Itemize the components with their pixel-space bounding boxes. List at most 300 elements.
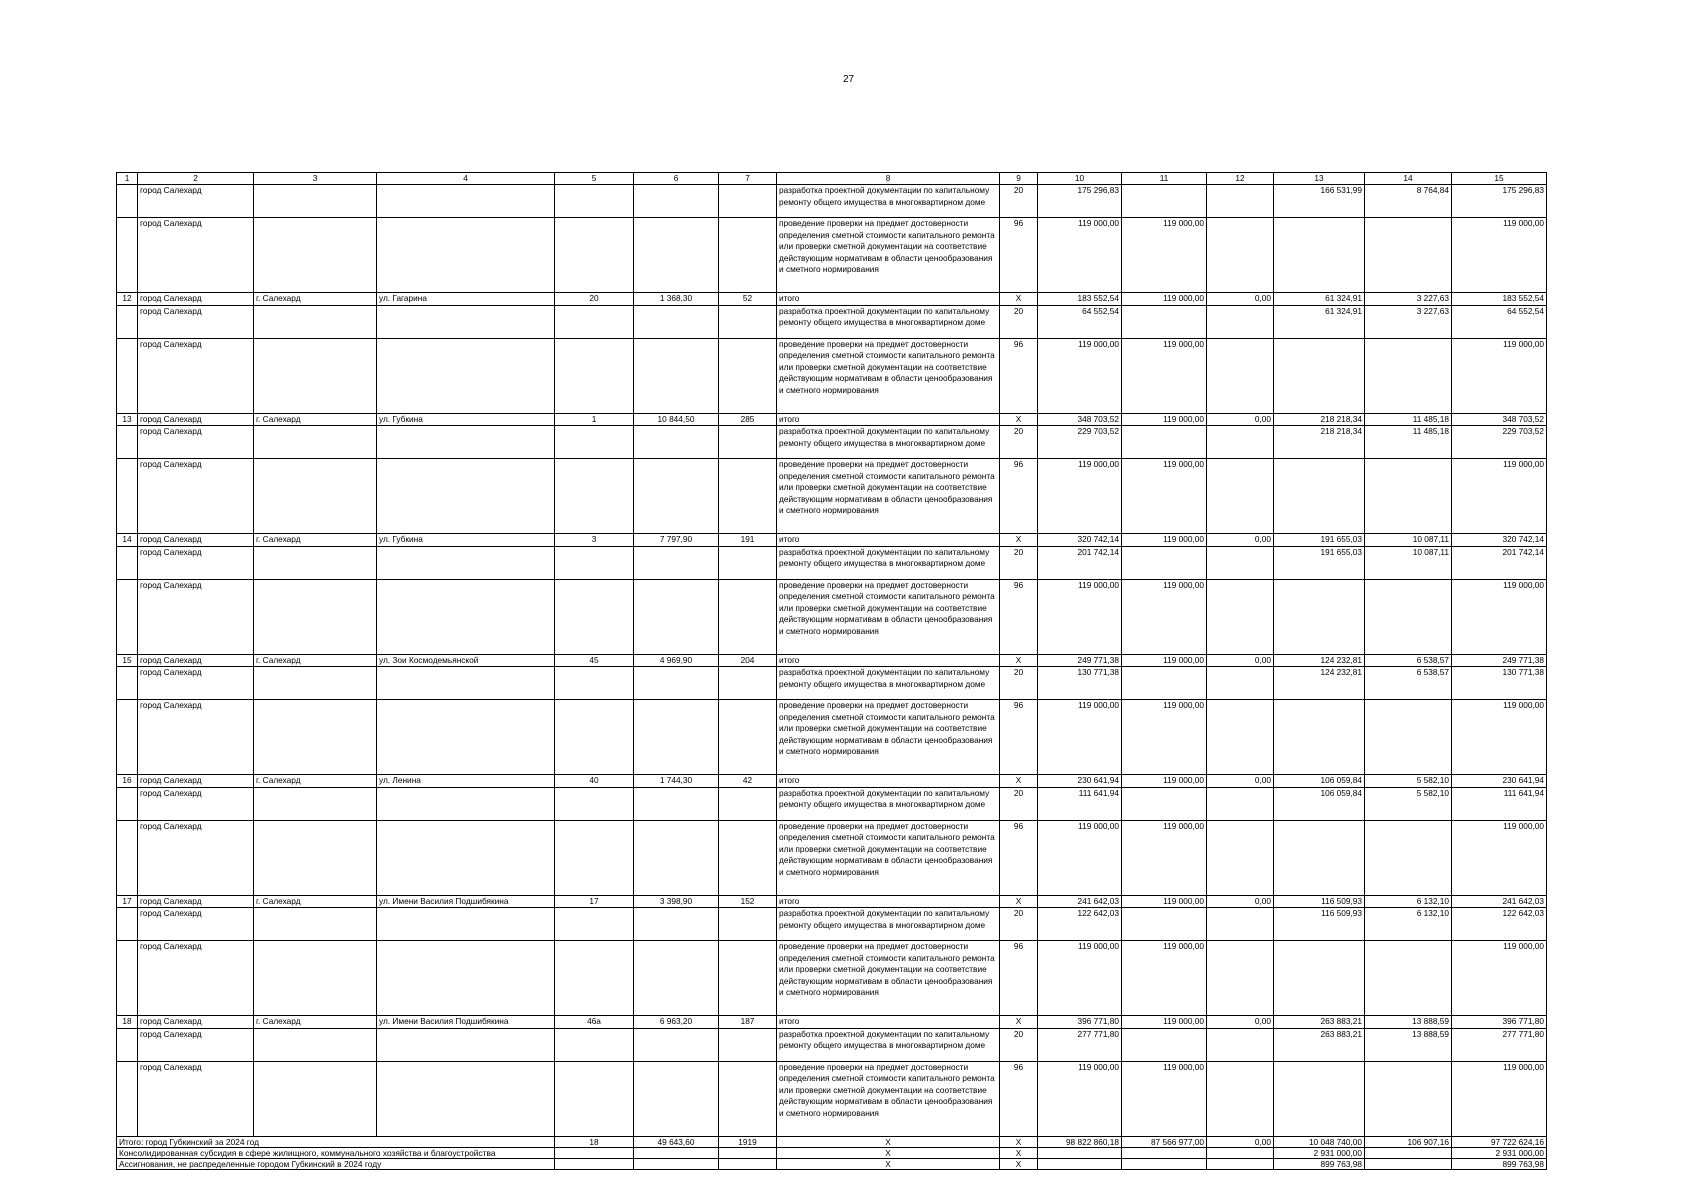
table-cell	[254, 941, 377, 1016]
column-number: 4	[377, 173, 555, 185]
table-cell: город Салехард	[138, 787, 254, 820]
table-cell: 6 132,10	[1365, 908, 1452, 941]
table-cell	[1207, 1061, 1274, 1136]
table-cell: 6 538,57	[1365, 654, 1452, 667]
table-cell	[555, 338, 634, 413]
table-cell: г. Салехард	[254, 413, 377, 426]
table-cell	[634, 1028, 719, 1061]
table-cell: г. Салехард	[254, 293, 377, 306]
table-cell	[1207, 579, 1274, 654]
table-cell: 119 000,00	[1038, 218, 1122, 293]
table-cell: 249 771,38	[1038, 654, 1122, 667]
column-number: 14	[1365, 173, 1452, 185]
table-cell	[254, 459, 377, 534]
table-cell	[1122, 546, 1207, 579]
table-cell: 8 764,84	[1365, 185, 1452, 218]
table-cell	[1274, 820, 1365, 895]
table-cell: город Салехард	[138, 654, 254, 667]
table-cell	[634, 941, 719, 1016]
table-cell	[117, 1061, 138, 1136]
table-cell: город Салехард	[138, 579, 254, 654]
summary-cell: 49 643,60	[634, 1136, 719, 1147]
table-cell: 0,00	[1207, 1016, 1274, 1029]
table-cell: 119 000,00	[1122, 820, 1207, 895]
table-cell	[117, 185, 138, 218]
table-cell: город Салехард	[138, 895, 254, 908]
table-cell: 183 552,54	[1452, 293, 1547, 306]
table-row	[117, 1016, 1547, 1029]
summary-cell: 18	[555, 1136, 634, 1147]
table-cell: разработка проектной документации по капитальному ремонту общего имущества в многоквартирном доме	[777, 908, 1000, 941]
table-cell: 11 485,18	[1365, 426, 1452, 459]
table-cell: 46а	[555, 1016, 634, 1029]
table-cell	[117, 820, 138, 895]
table-cell: город Салехард	[138, 908, 254, 941]
table-cell: 3	[555, 534, 634, 547]
table-cell: 119 000,00	[1452, 579, 1547, 654]
table-cell	[254, 908, 377, 941]
table-cell	[377, 787, 555, 820]
summary-cell: 2 931 000,00	[1274, 1147, 1365, 1158]
table-cell: ул. Ленина	[377, 775, 555, 788]
table-cell	[1274, 579, 1365, 654]
table-cell	[719, 908, 777, 941]
table-cell: 218 218,34	[1274, 426, 1365, 459]
table-row	[117, 459, 1547, 534]
table-cell	[1365, 700, 1452, 775]
table-cell: 20	[1000, 546, 1038, 579]
table-cell	[377, 546, 555, 579]
summary-cell: X	[777, 1147, 1000, 1158]
table-cell	[117, 787, 138, 820]
table-row	[117, 908, 1547, 941]
table-cell	[1274, 218, 1365, 293]
table-cell	[1122, 787, 1207, 820]
table-row	[117, 413, 1547, 426]
table-cell: 1 744,30	[634, 775, 719, 788]
table-cell: 96	[1000, 459, 1038, 534]
table-cell: 277 771,80	[1038, 1028, 1122, 1061]
table-cell: 64 552,54	[1038, 305, 1122, 338]
table-cell: 119 000,00	[1038, 700, 1122, 775]
summary-cell	[1122, 1158, 1207, 1169]
table-cell	[555, 218, 634, 293]
table-cell: проведение проверки на предмет достоверности определения сметной стоимости капитального ремонта или проверки сметной документации на соответствие действующим нормативам в области ценообразования и сметного нормирования	[777, 820, 1000, 895]
table-cell	[254, 700, 377, 775]
table-cell: 4 969,90	[634, 654, 719, 667]
table-cell	[254, 667, 377, 700]
table-cell: 106 059,84	[1274, 787, 1365, 820]
table-cell: 45	[555, 654, 634, 667]
table-cell: 0,00	[1207, 534, 1274, 547]
table-cell: 116 509,93	[1274, 895, 1365, 908]
summary-cell: X	[1000, 1136, 1038, 1147]
table-cell: 42	[719, 775, 777, 788]
column-number: 5	[555, 173, 634, 185]
table-cell: итого	[777, 413, 1000, 426]
table-cell: 96	[1000, 941, 1038, 1016]
table-cell	[555, 579, 634, 654]
summary-cell	[1038, 1147, 1122, 1158]
table-cell: 119 000,00	[1122, 338, 1207, 413]
table-cell	[719, 426, 777, 459]
table-cell	[634, 305, 719, 338]
table-cell: 119 000,00	[1452, 941, 1547, 1016]
table-cell	[377, 218, 555, 293]
table-cell: г. Салехард	[254, 654, 377, 667]
table-cell	[555, 1028, 634, 1061]
table-cell: 119 000,00	[1452, 700, 1547, 775]
table-cell	[254, 579, 377, 654]
table-cell: город Салехард	[138, 667, 254, 700]
table-cell	[719, 338, 777, 413]
table-cell	[1122, 908, 1207, 941]
table-cell: 1 368,30	[634, 293, 719, 306]
table-cell	[117, 459, 138, 534]
table-cell: ул. Имени Василия Подшибякина	[377, 895, 555, 908]
summary-cell	[719, 1147, 777, 1158]
table-cell	[634, 426, 719, 459]
table-cell: итого	[777, 775, 1000, 788]
table-cell: 96	[1000, 820, 1038, 895]
table-cell	[719, 941, 777, 1016]
table-row	[117, 546, 1547, 579]
table-cell	[634, 546, 719, 579]
table-cell	[719, 700, 777, 775]
table-cell: 130 771,38	[1452, 667, 1547, 700]
table-cell: 122 642,03	[1038, 908, 1122, 941]
table-cell: итого	[777, 293, 1000, 306]
table-row	[117, 1061, 1547, 1136]
table-cell: 106 059,84	[1274, 775, 1365, 788]
table-cell: разработка проектной документации по капитальному ремонту общего имущества в многоквартирном доме	[777, 426, 1000, 459]
table-cell: г. Салехард	[254, 775, 377, 788]
table-cell	[1122, 185, 1207, 218]
table-cell	[1122, 1028, 1207, 1061]
table-cell: 20	[555, 293, 634, 306]
table-cell: 230 641,94	[1452, 775, 1547, 788]
summary-cell	[1365, 1147, 1452, 1158]
table-cell: проведение проверки на предмет достоверности определения сметной стоимости капитального ремонта или проверки сметной документации на соответствие действующим нормативам в области ценообразования и сметного нормирования	[777, 218, 1000, 293]
table-cell: 20	[1000, 426, 1038, 459]
table-cell	[254, 820, 377, 895]
summary-cell: 0,00	[1207, 1136, 1274, 1147]
summary-cell	[719, 1158, 777, 1169]
table-cell	[1207, 908, 1274, 941]
summary-cell: 87 566 977,00	[1122, 1136, 1207, 1147]
table-cell: 119 000,00	[1122, 1061, 1207, 1136]
table-cell: 285	[719, 413, 777, 426]
table-cell: разработка проектной документации по капитальному ремонту общего имущества в многоквартирном доме	[777, 546, 1000, 579]
summary-row	[117, 1136, 1547, 1147]
table-cell	[634, 459, 719, 534]
table-cell	[117, 941, 138, 1016]
table-cell: 396 771,80	[1038, 1016, 1122, 1029]
table-cell: 5 582,10	[1365, 775, 1452, 788]
table-cell	[377, 820, 555, 895]
table-cell	[634, 787, 719, 820]
table-cell: 0,00	[1207, 293, 1274, 306]
table-cell: 218 218,34	[1274, 413, 1365, 426]
summary-cell	[634, 1158, 719, 1169]
table-cell	[377, 908, 555, 941]
table-cell: проведение проверки на предмет достоверности определения сметной стоимости капитального ремонта или проверки сметной документации на соответствие действующим нормативам в области ценообразования и сметного нормирования	[777, 579, 1000, 654]
table-row	[117, 654, 1547, 667]
table-cell: 119 000,00	[1122, 1016, 1207, 1029]
table-cell	[1207, 667, 1274, 700]
table-cell: 119 000,00	[1122, 941, 1207, 1016]
table-cell: 229 703,52	[1038, 426, 1122, 459]
table-cell: г. Салехард	[254, 895, 377, 908]
table-cell: город Салехард	[138, 1061, 254, 1136]
table-cell	[719, 218, 777, 293]
table-cell: 11 485,18	[1365, 413, 1452, 426]
table-cell	[1274, 459, 1365, 534]
table-row	[117, 579, 1547, 654]
table-cell	[1274, 1061, 1365, 1136]
table-cell	[1365, 1061, 1452, 1136]
table-cell	[117, 426, 138, 459]
table-cell: 0,00	[1207, 413, 1274, 426]
table-cell	[555, 820, 634, 895]
table-cell: 201 742,14	[1038, 546, 1122, 579]
table-row	[117, 534, 1547, 547]
table-cell	[719, 1061, 777, 1136]
column-number: 9	[1000, 173, 1038, 185]
table-cell: 96	[1000, 218, 1038, 293]
table-cell	[555, 908, 634, 941]
table-cell: ул. Губкина	[377, 534, 555, 547]
table-body	[117, 173, 1547, 1170]
table-cell	[117, 218, 138, 293]
table-cell	[634, 218, 719, 293]
table-cell	[117, 667, 138, 700]
table-row	[117, 338, 1547, 413]
table-cell: 119 000,00	[1038, 1061, 1122, 1136]
column-number: 6	[634, 173, 719, 185]
table-cell: 119 000,00	[1122, 459, 1207, 534]
table-cell: X	[1000, 534, 1038, 547]
table-cell: 230 641,94	[1038, 775, 1122, 788]
financing-table	[116, 172, 1547, 1170]
table-cell	[1207, 546, 1274, 579]
table-cell: г. Салехард	[254, 1016, 377, 1029]
table-cell	[254, 1028, 377, 1061]
table-cell	[1365, 218, 1452, 293]
table-cell: город Салехард	[138, 338, 254, 413]
table-cell: 6 963,20	[634, 1016, 719, 1029]
table-cell: город Салехард	[138, 1016, 254, 1029]
table-cell: город Салехард	[138, 459, 254, 534]
table-cell: 111 641,94	[1452, 787, 1547, 820]
table-cell	[254, 218, 377, 293]
table-cell: 20	[1000, 185, 1038, 218]
table-cell	[254, 426, 377, 459]
table-cell: 119 000,00	[1452, 820, 1547, 895]
table-cell: город Салехард	[138, 820, 254, 895]
table-cell: 320 742,14	[1452, 534, 1547, 547]
column-number: 1	[117, 173, 138, 185]
summary-cell: 97 722 624,16	[1452, 1136, 1547, 1147]
table-cell: 119 000,00	[1122, 895, 1207, 908]
table-cell: 7 797,90	[634, 534, 719, 547]
table-cell: 119 000,00	[1122, 775, 1207, 788]
table-cell	[555, 305, 634, 338]
table-cell: город Салехард	[138, 700, 254, 775]
summary-label: Консолидированная субсидия в сфере жилищного, коммунального хозяйства и благоустройства	[117, 1147, 555, 1158]
table-cell	[254, 787, 377, 820]
table-cell: 6 538,57	[1365, 667, 1452, 700]
table-cell	[555, 459, 634, 534]
table-cell	[1274, 338, 1365, 413]
table-cell: город Салехард	[138, 534, 254, 547]
table-cell	[555, 426, 634, 459]
table-cell: город Салехард	[138, 426, 254, 459]
summary-cell	[1207, 1147, 1274, 1158]
table-cell	[1122, 426, 1207, 459]
table-cell: 52	[719, 293, 777, 306]
table-cell	[634, 820, 719, 895]
table-cell: 119 000,00	[1122, 700, 1207, 775]
table-cell: 0,00	[1207, 654, 1274, 667]
table-cell	[377, 579, 555, 654]
table-cell: 119 000,00	[1452, 1061, 1547, 1136]
table-cell: 119 000,00	[1122, 413, 1207, 426]
table-cell: итого	[777, 895, 1000, 908]
table-cell: проведение проверки на предмет достоверности определения сметной стоимости капитального ремонта или проверки сметной документации на соответствие действующим нормативам в области ценообразования и сметного нормирования	[777, 1061, 1000, 1136]
column-number: 13	[1274, 173, 1365, 185]
table-cell: 6 132,10	[1365, 895, 1452, 908]
summary-label: Итого: город Губкинский за 2024 год	[117, 1136, 555, 1147]
table-cell	[1207, 1028, 1274, 1061]
table-cell: 12	[117, 293, 138, 306]
table-cell: 124 232,81	[1274, 654, 1365, 667]
page-number: 27	[842, 74, 855, 85]
table-cell: 152	[719, 895, 777, 908]
table-cell: 61 324,91	[1274, 305, 1365, 338]
table-cell: 119 000,00	[1452, 338, 1547, 413]
table-cell: 183 552,54	[1038, 293, 1122, 306]
table-row	[117, 1028, 1547, 1061]
table-cell: 130 771,38	[1038, 667, 1122, 700]
table-cell: 96	[1000, 700, 1038, 775]
table-cell: 201 742,14	[1452, 546, 1547, 579]
table-cell: 241 642,03	[1038, 895, 1122, 908]
table-cell: 119 000,00	[1038, 579, 1122, 654]
table-cell: 18	[117, 1016, 138, 1029]
table-cell	[377, 941, 555, 1016]
summary-cell: 1919	[719, 1136, 777, 1147]
table-cell: разработка проектной документации по капитальному ремонту общего имущества в многоквартирном доме	[777, 305, 1000, 338]
summary-cell	[634, 1147, 719, 1158]
table-cell: разработка проектной документации по капитальному ремонту общего имущества в многоквартирном доме	[777, 667, 1000, 700]
table-cell: 20	[1000, 908, 1038, 941]
table-cell: 119 000,00	[1038, 820, 1122, 895]
table-cell: проведение проверки на предмет достоверности определения сметной стоимости капитального ремонта или проверки сметной документации на соответствие действующим нормативам в области ценообразования и сметного нормирования	[777, 700, 1000, 775]
table-row	[117, 700, 1547, 775]
table-cell	[634, 185, 719, 218]
table-cell: город Салехард	[138, 305, 254, 338]
table-cell	[555, 1061, 634, 1136]
summary-row	[117, 1158, 1547, 1169]
table-cell: 5 582,10	[1365, 787, 1452, 820]
table-cell	[1274, 700, 1365, 775]
table-cell: 175 296,83	[1038, 185, 1122, 218]
table-cell	[634, 1061, 719, 1136]
table-cell	[634, 667, 719, 700]
table-cell: 40	[555, 775, 634, 788]
table-cell: город Салехард	[138, 218, 254, 293]
table-cell: ул. Губкина	[377, 413, 555, 426]
table-cell	[1207, 459, 1274, 534]
summary-cell: X	[1000, 1158, 1038, 1169]
summary-label: Ассигнования, не распределенные городом Губкинский в 2024 году	[117, 1158, 555, 1169]
column-number: 8	[777, 173, 1000, 185]
table-cell: 119 000,00	[1122, 579, 1207, 654]
table-cell: 320 742,14	[1038, 534, 1122, 547]
table-cell	[1365, 459, 1452, 534]
table-cell: 119 000,00	[1122, 534, 1207, 547]
table-cell: проведение проверки на предмет достоверности определения сметной стоимости капитального ремонта или проверки сметной документации на соответствие действующим нормативам в области ценообразования и сметного нормирования	[777, 459, 1000, 534]
table-cell	[1365, 579, 1452, 654]
summary-cell	[1122, 1147, 1207, 1158]
table-cell	[555, 787, 634, 820]
table-cell	[377, 338, 555, 413]
summary-cell: X	[777, 1136, 1000, 1147]
summary-cell: X	[777, 1158, 1000, 1169]
table-cell	[1207, 941, 1274, 1016]
table-cell: проведение проверки на предмет достоверности определения сметной стоимости капитального ремонта или проверки сметной документации на соответствие действующим нормативам в области ценообразования и сметного нормирования	[777, 338, 1000, 413]
table-cell	[634, 338, 719, 413]
summary-cell: 98 822 860,18	[1038, 1136, 1122, 1147]
table-cell	[719, 185, 777, 218]
table-cell	[1207, 218, 1274, 293]
table-cell: 20	[1000, 787, 1038, 820]
table-cell: X	[1000, 1016, 1038, 1029]
table-cell	[117, 546, 138, 579]
table-cell: 187	[719, 1016, 777, 1029]
table-cell	[719, 579, 777, 654]
table-cell	[555, 941, 634, 1016]
table-cell: 191	[719, 534, 777, 547]
table-cell: 119 000,00	[1038, 338, 1122, 413]
table-cell	[555, 667, 634, 700]
summary-cell: X	[1000, 1147, 1038, 1158]
table-cell: 119 000,00	[1038, 941, 1122, 1016]
table-cell	[117, 338, 138, 413]
table-cell	[377, 700, 555, 775]
table-cell: ул. Имени Василия Подшибякина	[377, 1016, 555, 1029]
column-number: 12	[1207, 173, 1274, 185]
table-cell: 3 227,63	[1365, 293, 1452, 306]
table-cell	[719, 546, 777, 579]
table-cell	[254, 305, 377, 338]
table-cell	[1207, 700, 1274, 775]
table-cell: разработка проектной документации по капитальному ремонту общего имущества в многоквартирном доме	[777, 185, 1000, 218]
table-cell: 348 703,52	[1038, 413, 1122, 426]
table-cell: 10 087,11	[1365, 546, 1452, 579]
table-cell: 119 000,00	[1452, 218, 1547, 293]
column-number: 10	[1038, 173, 1122, 185]
table-cell: проведение проверки на предмет достоверности определения сметной стоимости капитального ремонта или проверки сметной документации на соответствие действующим нормативам в области ценообразования и сметного нормирования	[777, 941, 1000, 1016]
summary-cell	[1365, 1158, 1452, 1169]
table-cell	[1207, 185, 1274, 218]
table-cell: 204	[719, 654, 777, 667]
table-cell: 191 655,03	[1274, 534, 1365, 547]
table-cell: 61 324,91	[1274, 293, 1365, 306]
table-cell	[1122, 305, 1207, 338]
summary-cell: 899 763,98	[1452, 1158, 1547, 1169]
